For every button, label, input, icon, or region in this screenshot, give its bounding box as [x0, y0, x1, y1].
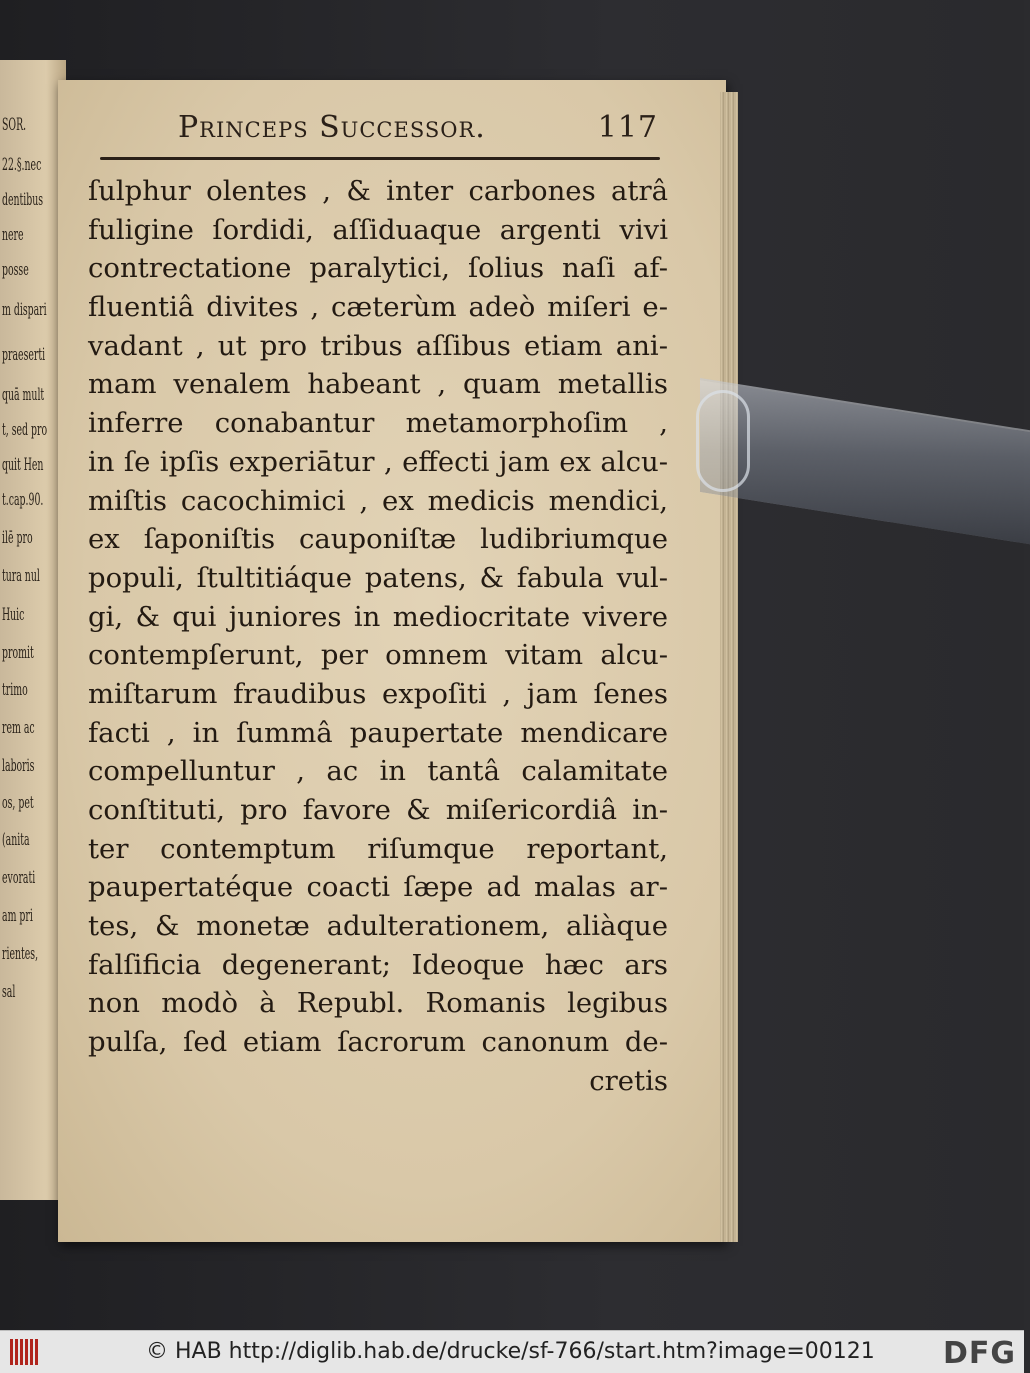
page-edge [720, 92, 738, 1242]
left-page-line: promit [2, 643, 34, 663]
text-line: compelluntur , ac in tantâ calamitate [88, 755, 668, 788]
left-page-line: tura nul [2, 566, 40, 586]
left-page-line: 22.§.nec [2, 155, 42, 175]
left-page-fragment [0, 60, 66, 1200]
text-line: fluentiâ divites , cæterùm adeò miſeri e- [88, 291, 668, 324]
text-line: contrectatione paralytici, ſolius naſi af- [88, 252, 668, 285]
text-line: non modò à Republ. Romanis legibus [88, 987, 668, 1020]
text-line: pulſa, ſed etiam ſacrorum canonum de- [88, 1026, 668, 1059]
catchword: cretis [589, 1064, 668, 1097]
text-line: paupertatéque coacti ſæpe ad malas ar- [88, 871, 668, 904]
barcode-icon [10, 1339, 40, 1365]
text-line: populi, ſtultitiáque patens, & fabula vul- [88, 561, 668, 594]
copyright-link[interactable]: © HAB http://diglib.hab.de/drucke/sf-766/start.htm?image=00121 [146, 1339, 875, 1364]
left-page-line: praeserti [2, 345, 46, 365]
text-line: facti , in ſummâ paupertate mendicare [88, 716, 668, 749]
left-page-line: rientes, [2, 944, 39, 964]
text-line: tes, & monetæ adulterationem, aliàque [88, 910, 668, 943]
left-page-line: evorati [2, 868, 36, 888]
left-page-line: t.cap.90. [2, 490, 44, 510]
body-text [88, 172, 668, 1101]
left-page-line: dentibus [2, 190, 44, 210]
left-page-line: t, sed pro [2, 420, 48, 440]
left-page-line: SOR. [2, 115, 27, 135]
header-rule [100, 157, 660, 160]
page-number: 117 [597, 110, 658, 145]
text-line: ex ſaponiſtis cauponiſtæ ludibriumque [88, 523, 668, 556]
running-header [178, 110, 658, 150]
text-line: fuligine ſordidi, aſſiduaque argenti vivi [88, 213, 668, 246]
left-page-line: sal [2, 982, 16, 1002]
left-page-line: m dispari [2, 300, 47, 320]
text-line: falſificia degenerant; Ideoque hæc ars [88, 948, 668, 981]
text-line: miſtis cacochimici , ex medicis mendici, [88, 484, 668, 517]
running-title: Princeps Successor. [178, 110, 486, 145]
text-line: ſulphur olentes , & inter carbones atrâ [88, 175, 668, 207]
text-line: contempſerunt, per omnem vitam alcu- [88, 639, 668, 672]
left-page-line: quā mult [2, 385, 45, 405]
text-line: gi, & qui juniores in mediocritate vivere [88, 600, 668, 633]
left-page-line: trimo [2, 680, 28, 700]
dfg-logo: DFG [942, 1336, 1016, 1371]
text-line: vadant , ut pro tribus aſſibus etiam ani- [88, 329, 668, 362]
glass-clip-loop [696, 390, 750, 492]
left-page-line: am pri [2, 906, 33, 926]
left-page-line: quit Hen [2, 455, 44, 475]
left-page-line: posse [2, 260, 29, 280]
left-page-line: (anita [2, 830, 30, 850]
text-line: conſtituti, pro favore & miſericordiâ in- [88, 794, 668, 826]
left-page-line: os, pet [2, 793, 34, 813]
left-page-line: ilē pro [2, 528, 33, 548]
text-line: inferre conabantur metamorphoſim , [88, 407, 668, 440]
left-page-line: Huic [2, 605, 25, 625]
left-page-line: nere [2, 225, 24, 245]
left-page-line: rem ac [2, 718, 35, 738]
text-line: in ſe ipſis experiātur , effecti jam ex alcu- [88, 445, 668, 478]
left-page-line: laboris [2, 756, 35, 776]
text-line: miſtarum fraudibus expoſiti , jam ſenes [88, 677, 668, 710]
text-line: ter contemptum riſumque reportant, [88, 832, 668, 865]
text-line: mam venalem habeant , quam metallis [88, 368, 668, 401]
footer-bar [0, 1330, 1024, 1373]
